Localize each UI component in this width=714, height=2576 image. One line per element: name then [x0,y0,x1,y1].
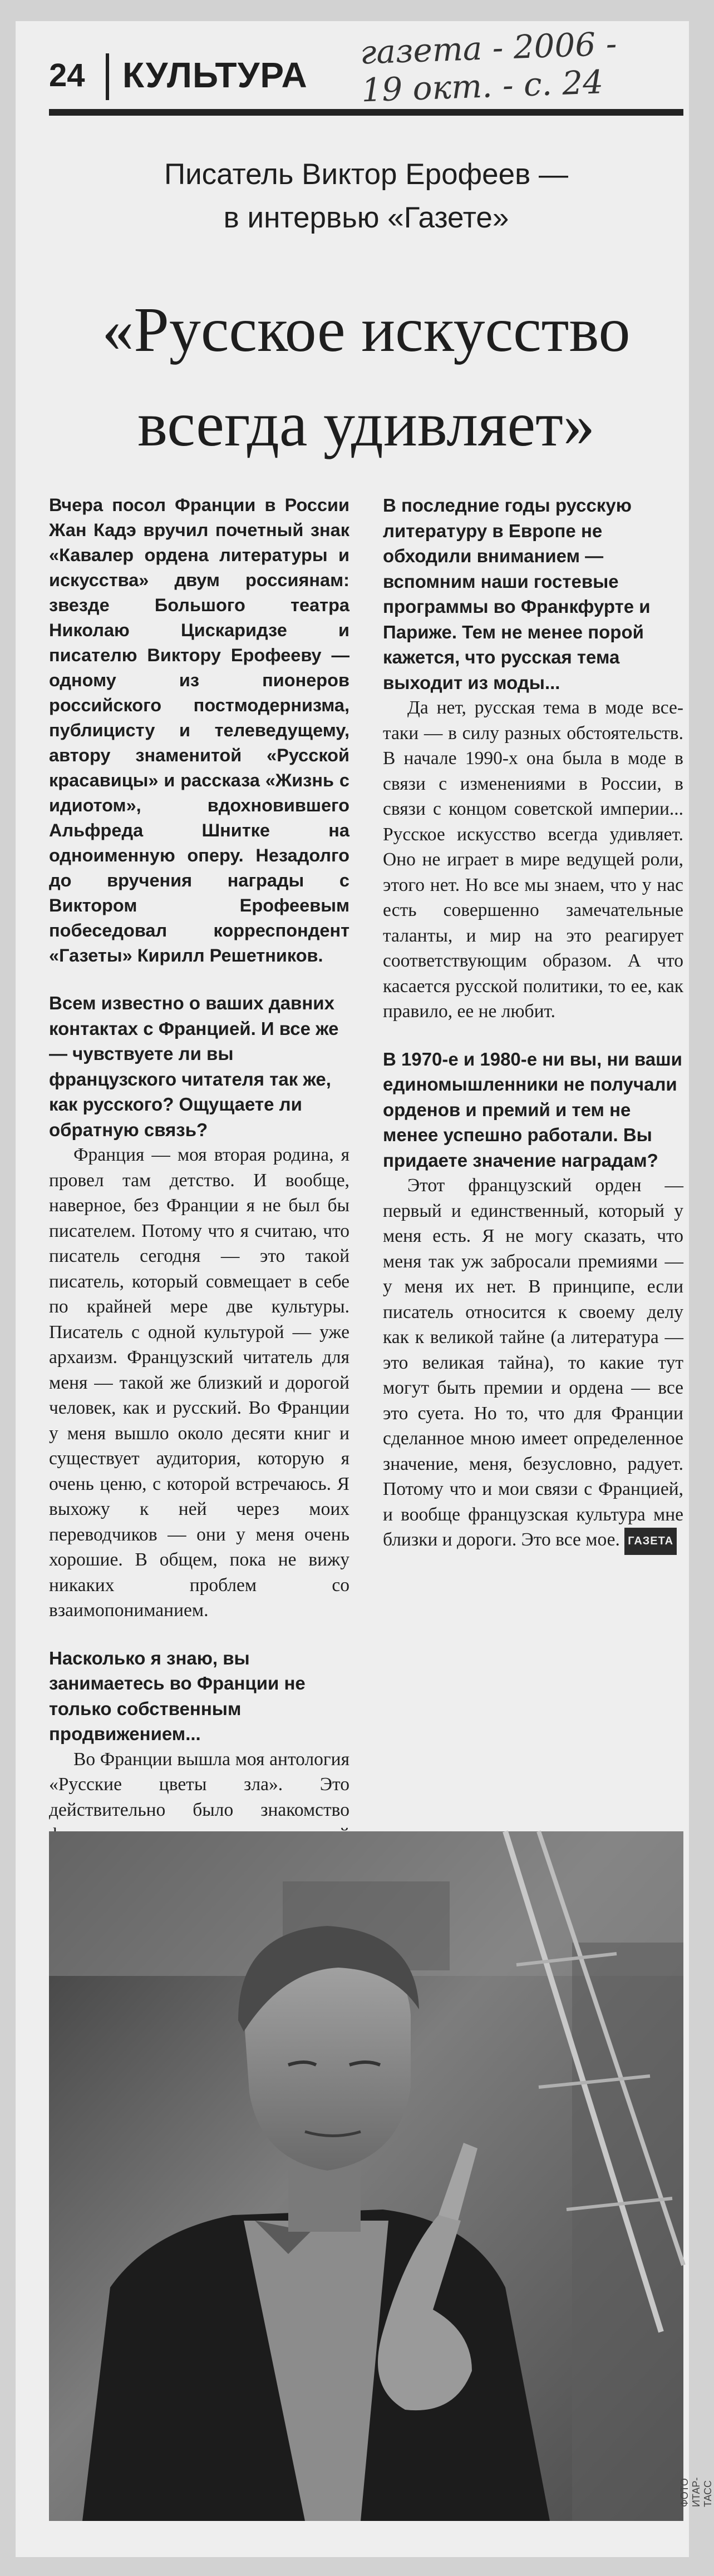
handwritten-note [360,22,696,110]
header-separator [106,53,109,100]
article-lead: Вчера посол Франции в России Жан Кадэ вручил почетный знак «Кавалер ордена литературы и искусства» двум россиянам: звезде Большого театра Николаю Цискаридзе и писателю Виктору Ерофееву — одному из пионеров российского постмодернизма, публицисту и телеведущему, автору знаменитой «Русской красавицы» и рассказа «Жизнь с идиотом», вдохновившего Альфреда Шнитке на одноименную оперу. Незадолго до вручения награды с Виктором Ерофеевым побеседовал корреспондент «Газеты» Кирилл Решетников. [49,495,349,965]
question-2: Насколько я знаю, вы занимаетесь во Франции не только собственным продвижением... [49,1647,306,1744]
question-3: В последние годы русскую литературу в Европе не обходили вниманием — вспомним наши гостевые программы во Франкфурте и Париже. Тем не менее порой кажется, что русская тема выходит из моды... [383,495,651,693]
photo-credit: ФОТО ИТАР-ТАСС [679,2477,713,2507]
kicker-line-2: в интервью «Газете» [223,201,509,234]
question-4: В 1970-е и 1980-е ни вы, ни ваши единомышленники не получали орденов и премий и тем не менее успешно работали. Вы придаете значение наградам? [383,1048,682,1171]
author-photo [49,1831,683,2521]
answer-2: Во Франции вышла моя антология «Русские цветы зла». Это действительно было знакомство [49,1748,349,1820]
article-column-left [49,493,349,2050]
article-column-right [383,493,683,1555]
gazeta-end-logo: ГАЗЕТА [624,1528,677,1555]
answer-4-text: Этот французский орден — первый и единственный, который у меня есть. Я не могу сказать, что меня так уж забросали премиями — у меня их нет. В принципе, если писатель относится к своему делу как к великой тайне (а литература — это великая тайна), то какие тут могут быть премии и ордена — все это суета. Но то, что для Франции сделанное мною имеет определенное значение, меня, безусловно, радует. Потому что и мои связи с Францией, и вообще французская культура мне близки и дороги. Это все мое. [383,1175,683,1550]
headline-line-2: всегда удивляет» [137,389,595,459]
kicker-line-1: Писатель Виктор Ерофеев — [164,158,568,191]
page-header [49,24,683,113]
handwritten-note-line2: 19 окт. - с. 24 [361,63,604,110]
question-1: Всем известно о ваших давних контактах с Францией. И все же — чувствуете ли вы французского читателя так же, как русского? Ощущаете ли обратную связь? [49,993,339,1140]
header-rule [49,109,683,116]
handwritten-note-line1: газета - 2006 - [359,24,618,72]
author-photo-image [49,1831,683,2521]
newspaper-clipping [16,21,713,2557]
headline-line-1: «Русское искусство [102,294,631,365]
headline [38,283,695,472]
answer-1: Франция — моя вторая родина, я провел там детство. И вообще, наверное, без Франции я не был бы писателем. Потому что я считаю, что писатель сегодня — это такой писатель, который совмещает в себе по крайней мере две культуры. Писатель с одной культурой — уже архаизм. Французский читатель для меня — такой же близкий и дорогой человек, как и русский. Во Франции у меня вышло около десяти книг и существует аудитория, которую я очень ценю, с которой встречаюсь. Я выхожу к ней через моих переводчиков — они у меня очень хорошие. В общем, пока не вижу никаких проблем со взаимопониманием. [49,1145,349,1621]
section-rubric: КУЛЬТУРА [122,55,308,95]
answer-4 [383,1173,683,1555]
page-number: 24 [49,57,85,93]
answer-3: Да нет, русская тема в моде все-таки — в силу разных обстоятельств. В начале 1990-х она была в моде в связи с изменениями в России, в связи с концом советской империи... Русское искусство всегда удивляет. Оно не играет в мире ведущей роли, этого нет. Но все мы знаем, что у нас есть совершенно замечательные таланты, и мир на это реагирует соответствующим образом. А что касается русской политики, то ее, как правило, ее не любит. [383,697,683,1022]
